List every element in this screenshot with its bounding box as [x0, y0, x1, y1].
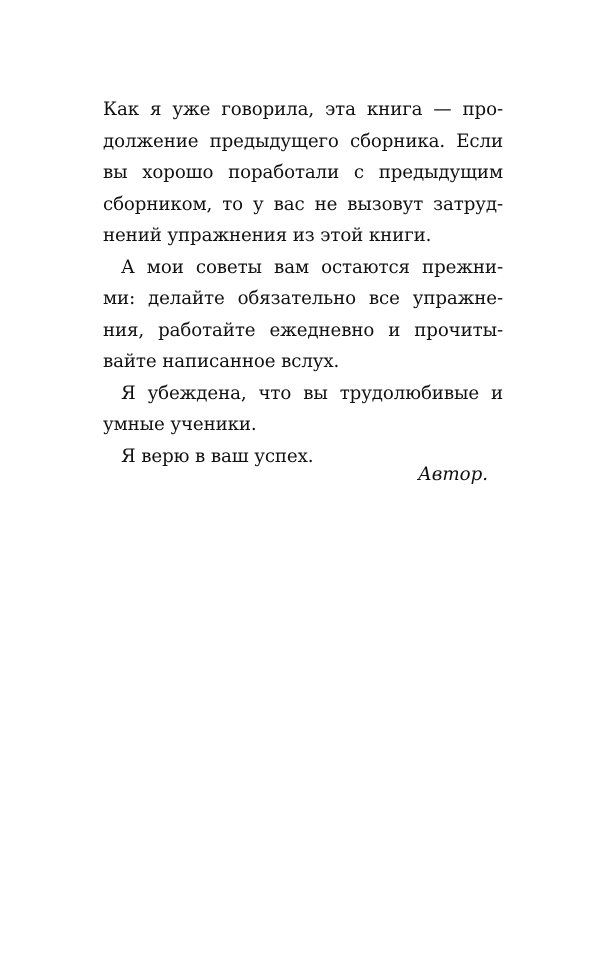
paragraph [103, 252, 503, 378]
preface-text [103, 94, 503, 472]
text-line: Я верю в ваш успех. [121, 445, 314, 467]
paragraph [103, 94, 503, 252]
paragraph [103, 378, 503, 441]
text-line: Как я уже говорила, эта книга — про- [103, 99, 503, 120]
text-line: нений упражнения из этой книги. [103, 225, 432, 246]
text-line: ния, работайте ежедневно и прочиты- [103, 319, 503, 341]
author-signature: Автор. [418, 464, 488, 485]
text-line: вы хорошо поработали с предыдущим [103, 162, 503, 183]
text-line: А мои советы вам остаются прежни- [121, 256, 503, 278]
text-line: умные ученики. [103, 414, 257, 435]
text-line: вайте написанное вслух. [103, 351, 340, 372]
text-line: ми: делайте обязательно все упражне- [103, 288, 503, 309]
text-line: Я убеждена, что вы трудолюбивые и [121, 382, 503, 404]
text-line: должение предыдущего сборника. Если [103, 130, 503, 152]
text-line: сборником, то у вас не вызовут затруд- [103, 193, 503, 215]
